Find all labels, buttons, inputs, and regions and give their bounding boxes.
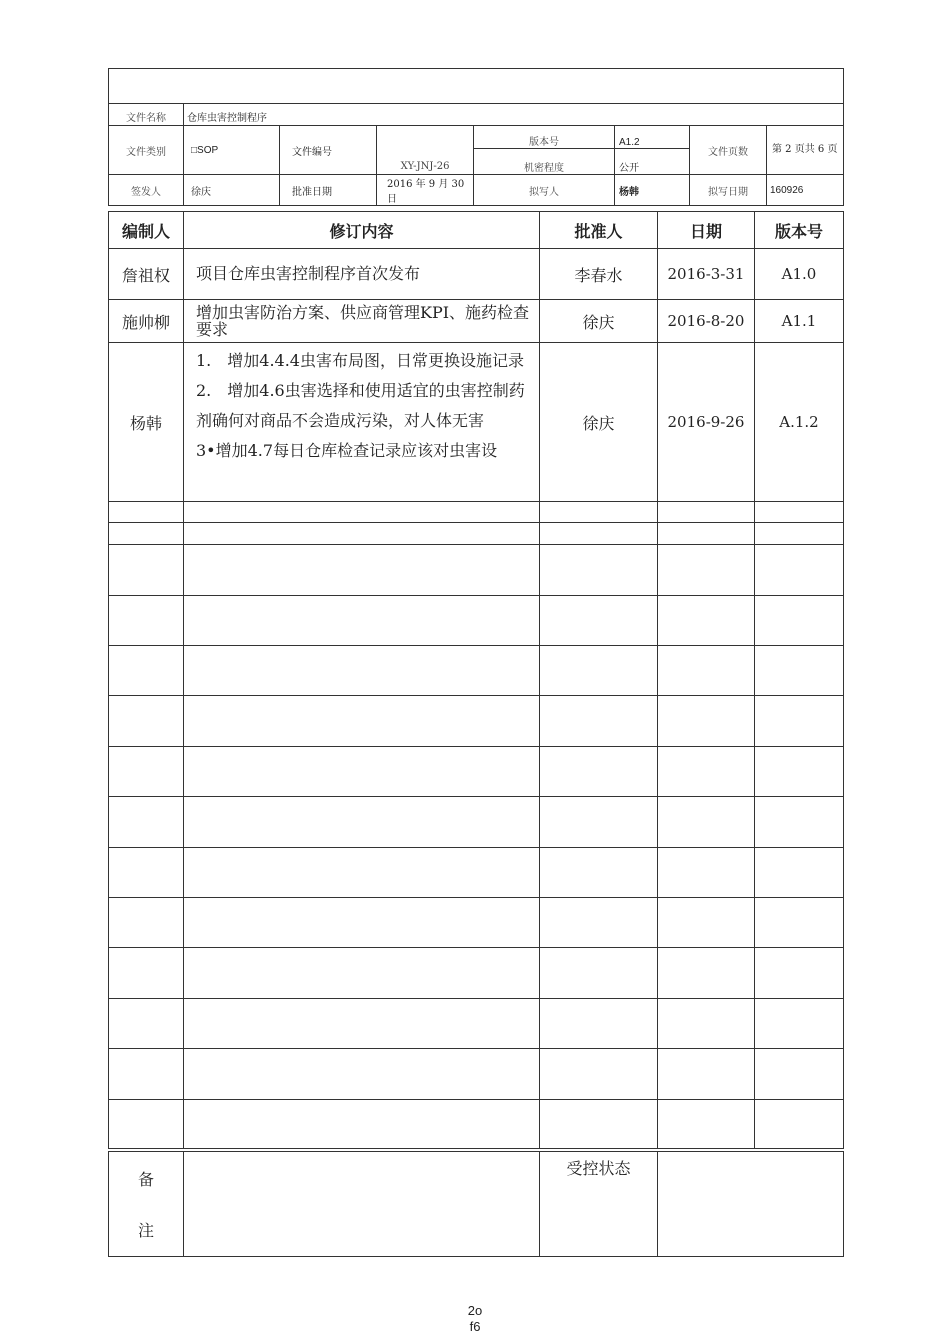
table-row [109, 249, 844, 300]
empty-row [109, 1100, 844, 1149]
empty-row [109, 848, 844, 898]
row-version: A.1.2 [755, 343, 844, 502]
row-content: 项目仓库虫害控制程序首次发布 [184, 249, 540, 300]
secrecy-value: 公开 [615, 149, 690, 175]
secrecy-label: 机密程度 [474, 149, 615, 175]
issuer-value: 徐庆 [184, 175, 280, 206]
row-date: 2016-9-26 [658, 343, 755, 502]
row-content: 增加虫害防治方案、供应商管理KPI、施药检查要求 [184, 300, 540, 343]
pages-label: 文件页数 [690, 126, 767, 175]
remarks-content [184, 1152, 540, 1257]
category-value: □SOP [184, 126, 280, 175]
content-line: 3•增加4.7每日仓库检查记录应该对虫害设 [196, 441, 498, 460]
row-date: 2016-3-31 [658, 249, 755, 300]
footer-page-line-1: 2o [467, 1303, 483, 1318]
empty-row [109, 948, 844, 999]
row-date: 2016-8-20 [658, 300, 755, 343]
empty-row [109, 797, 844, 848]
empty-row [109, 596, 844, 646]
empty-row [109, 898, 844, 948]
row-approver: 李春水 [540, 249, 658, 300]
row-approver: 徐庆 [540, 300, 658, 343]
row-author: 杨韩 [109, 343, 184, 502]
remarks-label-2: 注 [137, 1223, 154, 1240]
empty-row [109, 999, 844, 1049]
file-name-value: 仓库虫害控制程序 [184, 104, 844, 126]
table-row [109, 300, 844, 343]
pages-value: 第 2 页共 6 页 [767, 126, 844, 175]
page-footer [0, 1303, 950, 1335]
row-version: A1.0 [755, 249, 844, 300]
doc-no-value: XY-JNJ-26 [377, 126, 474, 175]
approve-date-value: 2016 年 9 月 30 日 [377, 175, 474, 206]
content-line: 1. 增加4.4.4虫害布局图，日常更换设施记录 [196, 351, 524, 370]
doc-no-label: 文件编号 [280, 126, 377, 175]
approve-date-label: 批准日期 [280, 175, 377, 206]
col-header-approver: 批准人 [540, 212, 658, 249]
empty-row [109, 502, 844, 523]
col-header-version: 版本号 [755, 212, 844, 249]
remarks-label-1: 备 [137, 1172, 154, 1189]
empty-row [109, 646, 844, 696]
footer-page-line-2: f6 [469, 1319, 481, 1334]
draft-date-value: 160926 [767, 175, 844, 206]
empty-row [109, 1049, 844, 1100]
row-content [184, 343, 540, 502]
row-author: 詹祖权 [109, 249, 184, 300]
table-row [109, 343, 844, 502]
empty-row [109, 545, 844, 596]
row-version: A1.1 [755, 300, 844, 343]
content-line: 2. 增加4.6虫害选择和使用适宜的虫害控制药剂确何对商品不会造成污染，对人体无害 [196, 381, 525, 430]
controlled-status-value [658, 1152, 844, 1257]
document-header-table [108, 68, 844, 206]
remarks-table [108, 1151, 844, 1257]
version-label: 版本号 [474, 126, 615, 149]
empty-row [109, 696, 844, 747]
empty-row [109, 747, 844, 797]
remarks-label-cell [109, 1152, 184, 1257]
file-name-label: 文件名称 [109, 104, 184, 126]
row-author: 施帅柳 [109, 300, 184, 343]
draft-date-label: 拟写日期 [690, 175, 767, 206]
col-header-content: 修订内容 [184, 212, 540, 249]
row-approver: 徐庆 [540, 343, 658, 502]
controlled-status-label: 受控状态 [540, 1152, 658, 1257]
col-header-date: 日期 [658, 212, 755, 249]
version-value: A1.2 [615, 126, 690, 149]
drafter-value: 杨韩 [615, 175, 690, 206]
drafter-label: 拟写人 [474, 175, 615, 206]
empty-row [109, 523, 844, 545]
issuer-label: 签发人 [109, 175, 184, 206]
header-blank-row [109, 69, 844, 104]
revision-history-table [108, 211, 844, 1149]
category-label: 文件类别 [109, 126, 184, 175]
col-header-author: 编制人 [109, 212, 184, 249]
